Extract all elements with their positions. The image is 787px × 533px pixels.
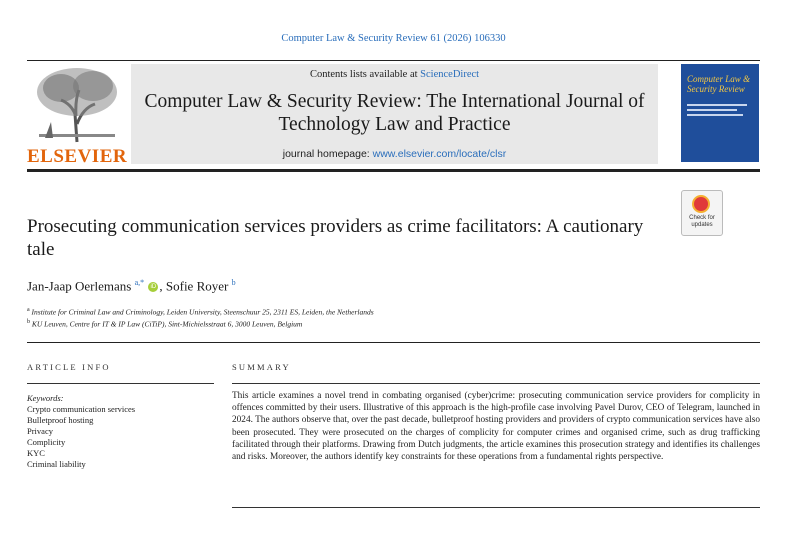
article-title: Prosecuting communication services providers as crime facilitators: A cautionary tale <box>27 216 644 260</box>
cover-text-lines-icon <box>687 104 753 124</box>
summary-text: This article examines a novel trend in combating organised (cyber)crime: prosecuting communication service providers for complicity in offences committed by their users. Illustrative of this approach is the high-profile case involving Pavel Durov, CEO of Telegram, launched in 2024. The authors observe that, over the past decade, bulletproof hosting providers and providers of crypto communication services have also been prosecuted. They were prosecuted on the charges of complicity for computer crimes and organised crime, such as drug trafficking facilitated through their platforms. Drawing from Dutch judgments, the article examines this prosecution strategy and identifies its challenges and risks. Moreover, the authors identify key constraints for these operations from a fundamental rights perspective. <box>232 391 760 463</box>
affiliation-marker: a <box>27 307 30 313</box>
affiliation <box>27 307 374 317</box>
affiliation-text: Institute for Criminal Law and Criminology, Leiden University, Steenschuur 25, 2311 ES, Leiden, the Netherlands <box>31 307 374 317</box>
author-affiliation-marker[interactable]: b <box>231 278 236 287</box>
keywords-list <box>27 393 217 470</box>
keyword-item: Bulletproof hosting <box>27 415 94 425</box>
keyword-item: Criminal liability <box>27 459 86 469</box>
check-for-updates-icon <box>692 195 710 213</box>
elsevier-tree-icon <box>31 64 123 144</box>
article-info-rule <box>27 383 214 384</box>
keyword-item: Privacy <box>27 426 53 436</box>
affiliation-marker: b <box>27 319 30 325</box>
contents-prefix: Contents lists available at <box>309 69 421 80</box>
author-name[interactable]: Jan-Jaap Oerlemans <box>27 278 132 294</box>
publisher-wordmark: ELSEVIER <box>27 146 128 167</box>
contents-line <box>131 69 658 80</box>
journal-header-box <box>131 64 658 164</box>
section-divider <box>27 342 760 343</box>
sciencedirect-link[interactable]: ScienceDirect <box>420 69 480 80</box>
cover-title: Computer Law & Security Review <box>687 74 751 94</box>
summary-bottom-rule <box>232 507 760 508</box>
author-name[interactable]: Sofie Royer <box>165 278 229 294</box>
keyword-item: Complicity <box>27 437 66 447</box>
author-affiliation-marker[interactable]: a,* <box>134 278 145 287</box>
affiliation <box>27 319 302 329</box>
keywords-label: Keywords: <box>27 393 64 403</box>
affiliation-text: KU Leuven, Centre for IT & IP Law (CiTiP), Sint-Michielsstraat 6, 3000 Leuven, Belgium <box>31 319 303 329</box>
keyword-item: Crypto communication services <box>27 404 136 414</box>
keyword-item: KYC <box>27 448 45 458</box>
homepage-prefix: journal homepage: <box>282 148 373 160</box>
author-separator: , <box>159 278 166 294</box>
author-list <box>27 278 236 294</box>
header-top-rule <box>27 60 760 61</box>
journal-cover-thumbnail[interactable] <box>681 64 759 162</box>
summary-rule <box>232 383 760 384</box>
summary-heading: SUMMARY <box>232 362 291 372</box>
article-info-heading: ARTICLE INFO <box>27 362 111 372</box>
header-bottom-rule <box>27 169 760 172</box>
elsevier-logo[interactable] <box>27 64 128 167</box>
homepage-link[interactable]: www.elsevier.com/locate/clsr <box>372 148 507 160</box>
check-for-updates-button[interactable] <box>681 190 723 236</box>
journal-citation[interactable]: Computer Law & Security Review 61 (2026) 106330 <box>281 33 506 44</box>
journal-homepage <box>131 148 658 160</box>
check-for-updates-label: Check for updates <box>689 215 715 228</box>
orcid-icon[interactable]: iD <box>148 282 158 292</box>
journal-title: Computer Law & Security Review: The International Journal of Technology Law and Practice <box>144 91 645 135</box>
